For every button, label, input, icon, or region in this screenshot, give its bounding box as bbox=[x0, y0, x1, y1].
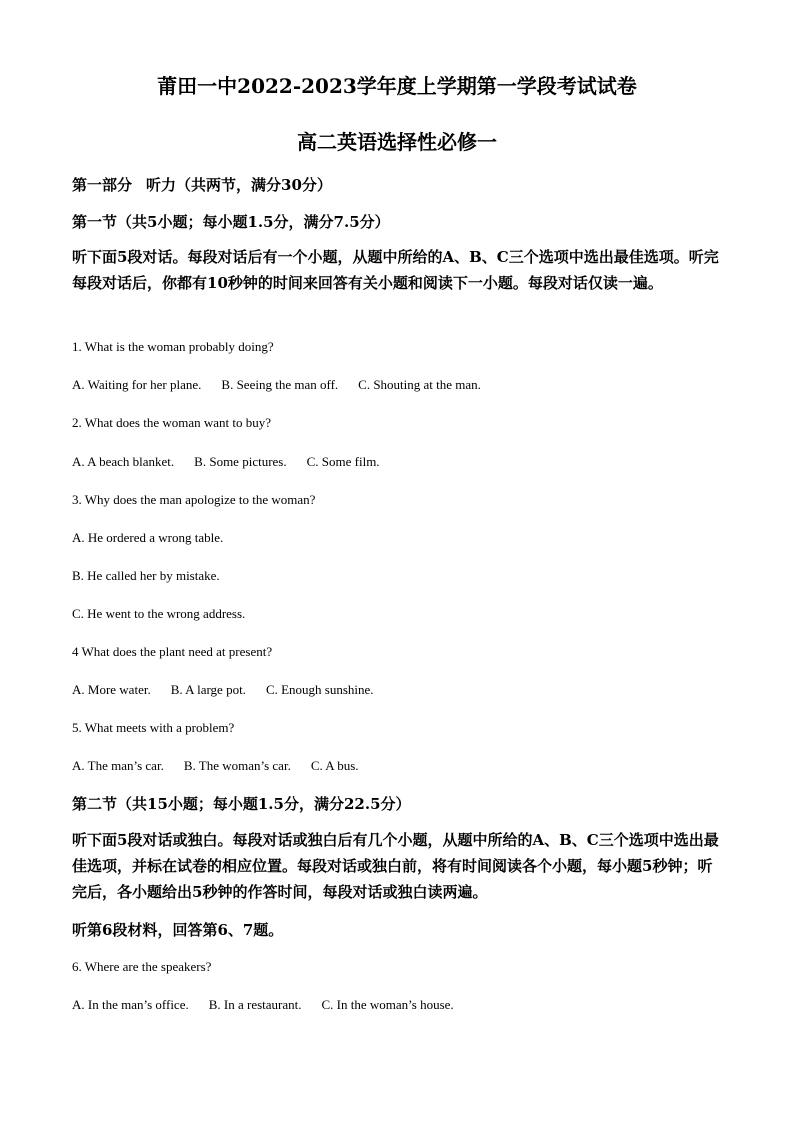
option-a: A. The man’s car. bbox=[72, 758, 164, 773]
option-a: A. In the man’s office. bbox=[72, 997, 189, 1012]
question-options bbox=[72, 682, 394, 698]
question-options bbox=[72, 454, 400, 470]
question-options bbox=[72, 758, 379, 774]
section-two-instructions: 听下面5段对话或独白。每段对话或独白后有几个小题，从题中所给的A、B、C三个选项中选出最佳选项，并标在试卷的相应位置。每段对话或独白前，将有时间阅读各个小题，每小题5秒钟；听完后，各小题给出5秒钟的作答时间，每段对话或独白读两遍。 bbox=[72, 831, 719, 901]
option-b: B. He called her by mistake. bbox=[72, 568, 220, 583]
option-c: C. Enough sunshine. bbox=[265, 682, 374, 697]
option-a: A. A beach blanket. bbox=[72, 454, 175, 469]
question-stem: 4 What does the plant need at present? bbox=[72, 644, 273, 659]
question-stem: 6. Where are the speakers? bbox=[72, 959, 212, 974]
option-b: B. Some pictures. bbox=[194, 454, 287, 469]
option-b: B. A large pot. bbox=[170, 682, 246, 697]
section-one-heading: 第一节（共5小题；每小题1.5分，满分7.5分） bbox=[72, 213, 390, 231]
question-stem: 5. What meets with a problem? bbox=[72, 720, 235, 735]
exam-subtitle: 高二英语选择性必修一 bbox=[297, 130, 497, 154]
question-stem: 1. What is the woman probably doing? bbox=[72, 339, 274, 354]
question-options bbox=[72, 377, 501, 393]
option-c: C. A bus. bbox=[310, 758, 359, 773]
section-one-instructions: 听下面5段对话。每段对话后有一个小题，从题中所给的A、B、C三个选项中选出最佳选项。听完每段对话后，你都有10秒钟的时间来回答有关小题和阅读下一小题。每段对话仅读一遍。 bbox=[72, 248, 719, 292]
question-stem: 3. Why does the man apologize to the woman? bbox=[72, 492, 316, 507]
option-b: B. Seeing the man off. bbox=[221, 377, 339, 392]
option-c: C. Shouting at the man. bbox=[358, 377, 481, 392]
question-options bbox=[72, 997, 474, 1013]
option-c: C. He went to the wrong address. bbox=[72, 606, 246, 621]
option-a: A. He ordered a wrong table. bbox=[72, 530, 224, 545]
option-a: A. More water. bbox=[72, 682, 151, 697]
part-one-heading bbox=[72, 174, 332, 195]
option-b: B. In a restaurant. bbox=[208, 997, 302, 1012]
option-a: A. Waiting for her plane. bbox=[72, 377, 202, 392]
option-b: B. The woman’s car. bbox=[183, 758, 291, 773]
section-two-heading: 第二节（共15小题；每小题1.5分，满分22.5分） bbox=[72, 795, 411, 813]
exam-title: 莆田一中2022-2023学年度上学期第一学段考试试卷 bbox=[157, 74, 637, 98]
part-one-name: 听力（共两节，满分30分） bbox=[146, 176, 332, 194]
option-c: C. Some film. bbox=[306, 454, 380, 469]
material-six-heading: 听第6段材料，回答第6、7题。 bbox=[72, 921, 284, 939]
part-one-label: 第一部分 bbox=[72, 176, 133, 194]
option-c: C. In the woman’s house. bbox=[321, 997, 454, 1012]
question-stem: 2. What does the woman want to buy? bbox=[72, 415, 272, 430]
